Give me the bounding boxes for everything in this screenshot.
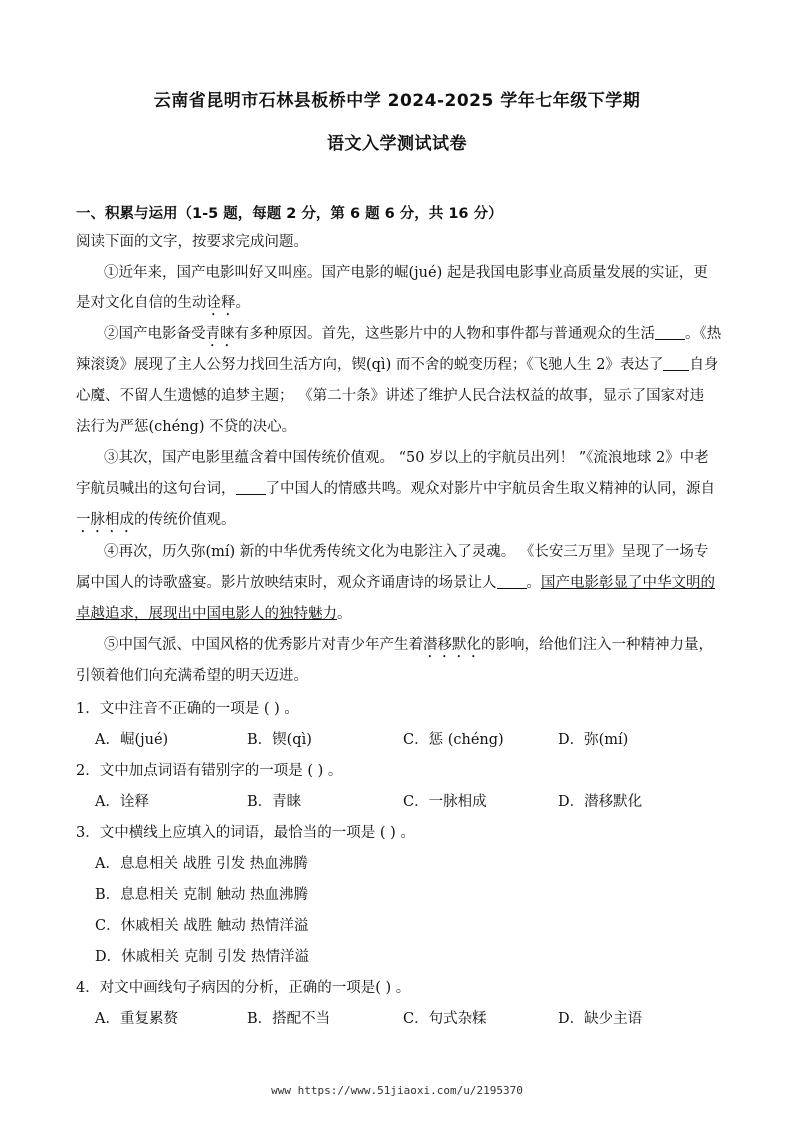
passage-p2-line1: ②国产电影备受青睐有多种原因。首先，这些影片中的人物和事件都与普通观众的生活 。《热 (104, 326, 722, 342)
passage-p1-line2: 是对文化自信的生动诠释。 (76, 295, 250, 311)
question-2-option-b: B．青睐 (247, 794, 302, 810)
passage-p4-line1: ④再次，历久弥(mí) 新的中华优秀传统文化为电影注入了灵魂。 《长安三万里》呈现了一场专 (104, 544, 709, 560)
question-3-option-c: C．休戚相关 战胜 触动 热情洋溢 (95, 918, 309, 934)
passage-p2-line3: 心魔、不留人生遗憾的追梦主题； 《第二十条》讲述了维护人民合法权益的故事，显示了国家对违 (76, 388, 705, 404)
dotted-word-yimaixiangcheng: 一脉相成 (76, 512, 134, 528)
question-1-option-b: B．锲(qì) (247, 732, 312, 748)
question-4-option-c: C．句式杂糅 (403, 1011, 487, 1027)
footer-url[interactable]: www https://www.51jiaoxi.com/u/2195370 (271, 1084, 523, 1097)
exam-title-line1: 云南省昆明市石林县板桥中学 2024-2025 学年七年级下学期 (153, 91, 641, 111)
passage-p2-line2: 辣滚烫》展现了主人公努力找回生活方向，锲(qì) 而不舍的蜕变历程；《飞驰人生 2》表达了 自身 (76, 357, 719, 373)
passage-p3-line1: ③其次，国产电影里蕴含着中国传统价值观。 “50 岁以上的宇航员出列！ ”《流浪地球 2》中老 (104, 450, 709, 466)
instruction-text: 阅读下面的文字，按要求完成问题。 (76, 234, 308, 250)
underlined-sentence-part1: 国产电影彰显了中华文明的 (541, 575, 715, 591)
passage-p5-line1: ⑤中国气派、中国风格的优秀影片对青少年产生着潜移默化的影响，给他们注入一种精神力量， (104, 637, 713, 653)
question-1-option-d: D．弥(mí) (558, 732, 629, 748)
question-1-option-c: C．惩 (chéng) (403, 732, 504, 748)
underlined-sentence-part2: 卓越追求，展现出中国电影人的独特魅力 (76, 606, 337, 622)
fill-blank-4 (497, 574, 527, 589)
passage-p4-line3: 卓越追求，展现出中国电影人的独特魅力。 (76, 606, 352, 622)
fill-blank-2 (663, 356, 689, 371)
passage-p5-line2: 引领着他们向充满希望的明天迈进。 (76, 668, 308, 684)
question-2-option-a: A．诠释 (95, 794, 149, 810)
dotted-word-qianyimohua: 潜移默化 (423, 637, 481, 653)
fill-blank-3 (236, 480, 266, 495)
passage-p3-line3: 一脉相成的传统价值观。 (76, 512, 236, 528)
question-2-option-c: C．一脉相成 (403, 794, 487, 810)
dotted-word-qinglai: 青睐 (205, 326, 235, 342)
question-2-option-d: D．潜移默化 (558, 794, 643, 810)
question-2-stem: 2．文中加点词语有错别字的一项是 ( ) 。 (76, 763, 343, 779)
passage-p2-line4: 法行为严惩(chéng) 不贷的决心。 (76, 419, 297, 435)
passage-p1-line1: ①近年来，国产电影叫好又叫座。国产电影的崛(jué) 起是我国电影事业高质量发展的实证，更 (104, 265, 708, 281)
passage-p3-line2: 宇航员喊出的这句台词， 了中国人的情感共鸣。观众对影片中宇航员舍生取义精神的认同，源自 (76, 481, 715, 497)
question-3-option-a: A．息息相关 战胜 引发 热血沸腾 (95, 856, 308, 872)
fill-blank-1 (655, 325, 685, 340)
question-4-option-b: B．搭配不当 (247, 1011, 331, 1027)
question-4-option-a: A．重复累赘 (95, 1011, 178, 1027)
passage-p4-line2: 属中国人的诗歌盛宴。影片放映结束时，观众齐诵唐诗的场景让人 。国产电影彰显了中华文明的 (76, 575, 715, 591)
question-3-option-d: D．休戚相关 克制 引发 热情洋溢 (95, 949, 309, 965)
section-heading: 一、积累与运用（1-5 题，每题 2 分，第 6 题 6 分，共 16 分） (76, 206, 503, 222)
question-1-option-a: A．崛(jué) (95, 732, 169, 748)
question-4-stem: 4．对文中画线句子病因的分析，正确的一项是( ) 。 (76, 980, 411, 996)
dotted-word-quanshi: 诠释 (206, 295, 236, 311)
exam-title-line2: 语文入学测试试卷 (327, 134, 467, 154)
question-3-option-b: B．息息相关 克制 触动 热血沸腾 (95, 887, 308, 903)
question-1-stem: 1．文中注音不正确的一项是 ( ) 。 (76, 701, 299, 717)
question-4-option-d: D．缺少主语 (558, 1011, 643, 1027)
question-3-stem: 3．文中横线上应填入的词语，最恰当的一项是 ( ) 。 (76, 825, 415, 841)
